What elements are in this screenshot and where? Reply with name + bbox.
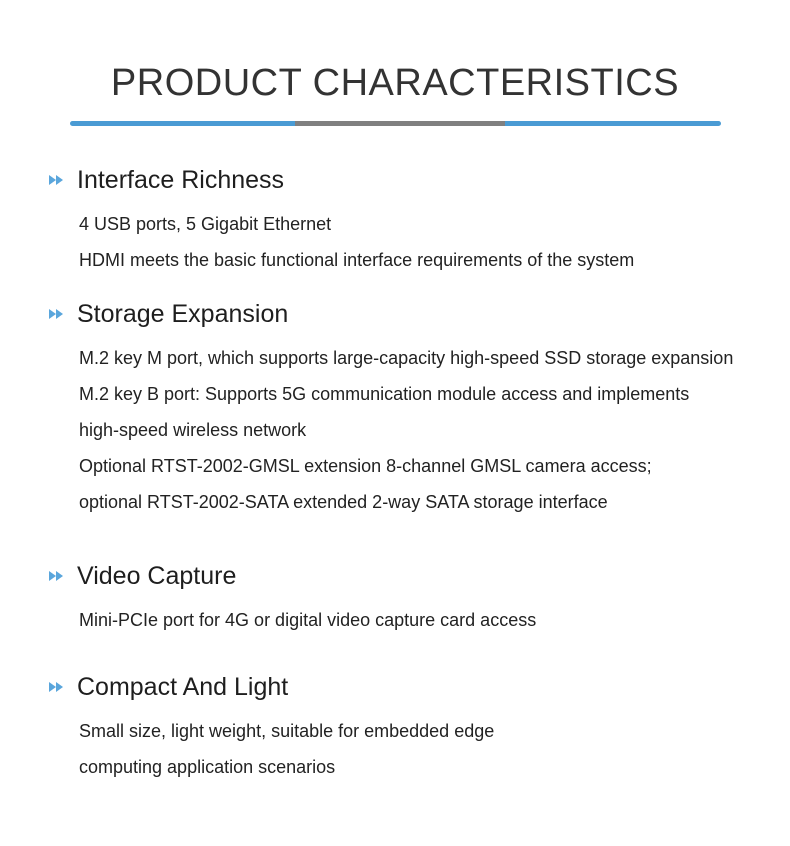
divider-segment-right bbox=[505, 121, 721, 126]
double-arrow-right-icon bbox=[48, 568, 74, 584]
section-heading-text: Interface Richness bbox=[77, 166, 285, 194]
body-line: Mini-PCIe port for 4G or digital video capture card access bbox=[79, 610, 537, 630]
section-heading bbox=[48, 162, 748, 198]
title-divider bbox=[70, 121, 721, 126]
body-line: HDMI meets the basic functional interface requirements of the system bbox=[79, 250, 635, 270]
body-line: 4 USB ports, 5 Gigabit Ethernet bbox=[79, 214, 332, 234]
body-line: Optional RTST-2002-GMSL extension 8-channel GMSL camera access; bbox=[79, 456, 652, 476]
section-heading-text: Storage Expansion bbox=[77, 300, 289, 328]
double-arrow-right-icon bbox=[48, 306, 74, 322]
body-line: optional RTST-2002-SATA extended 2-way SATA storage interface bbox=[79, 492, 608, 512]
section-heading bbox=[48, 558, 748, 594]
section-body bbox=[48, 206, 748, 278]
double-arrow-right-icon bbox=[48, 172, 74, 188]
divider-segment-center bbox=[295, 121, 505, 126]
page-title: PRODUCT CHARACTERISTICS bbox=[110, 62, 680, 104]
section-heading-text: Video Capture bbox=[77, 562, 237, 590]
section-body bbox=[48, 340, 748, 520]
double-arrow-right-icon bbox=[48, 679, 74, 695]
section-compact-and-light bbox=[48, 669, 748, 785]
section-interface-richness bbox=[48, 162, 748, 278]
body-line: M.2 key M port, which supports large-capacity high-speed SSD storage expansion bbox=[79, 348, 734, 368]
body-line: computing application scenarios bbox=[79, 757, 336, 777]
divider-segment-left bbox=[70, 121, 295, 126]
body-line: M.2 key B port: Supports 5G communication module access and implements bbox=[79, 384, 690, 404]
section-body bbox=[48, 713, 748, 785]
section-heading-text: Compact And Light bbox=[77, 673, 289, 701]
section-video-capture bbox=[48, 558, 748, 638]
section-storage-expansion bbox=[48, 296, 748, 520]
body-line: high-speed wireless network bbox=[79, 420, 307, 440]
section-body bbox=[48, 602, 748, 638]
body-line: Small size, light weight, suitable for embedded edge bbox=[79, 721, 495, 741]
section-heading bbox=[48, 669, 748, 705]
section-heading bbox=[48, 296, 748, 332]
